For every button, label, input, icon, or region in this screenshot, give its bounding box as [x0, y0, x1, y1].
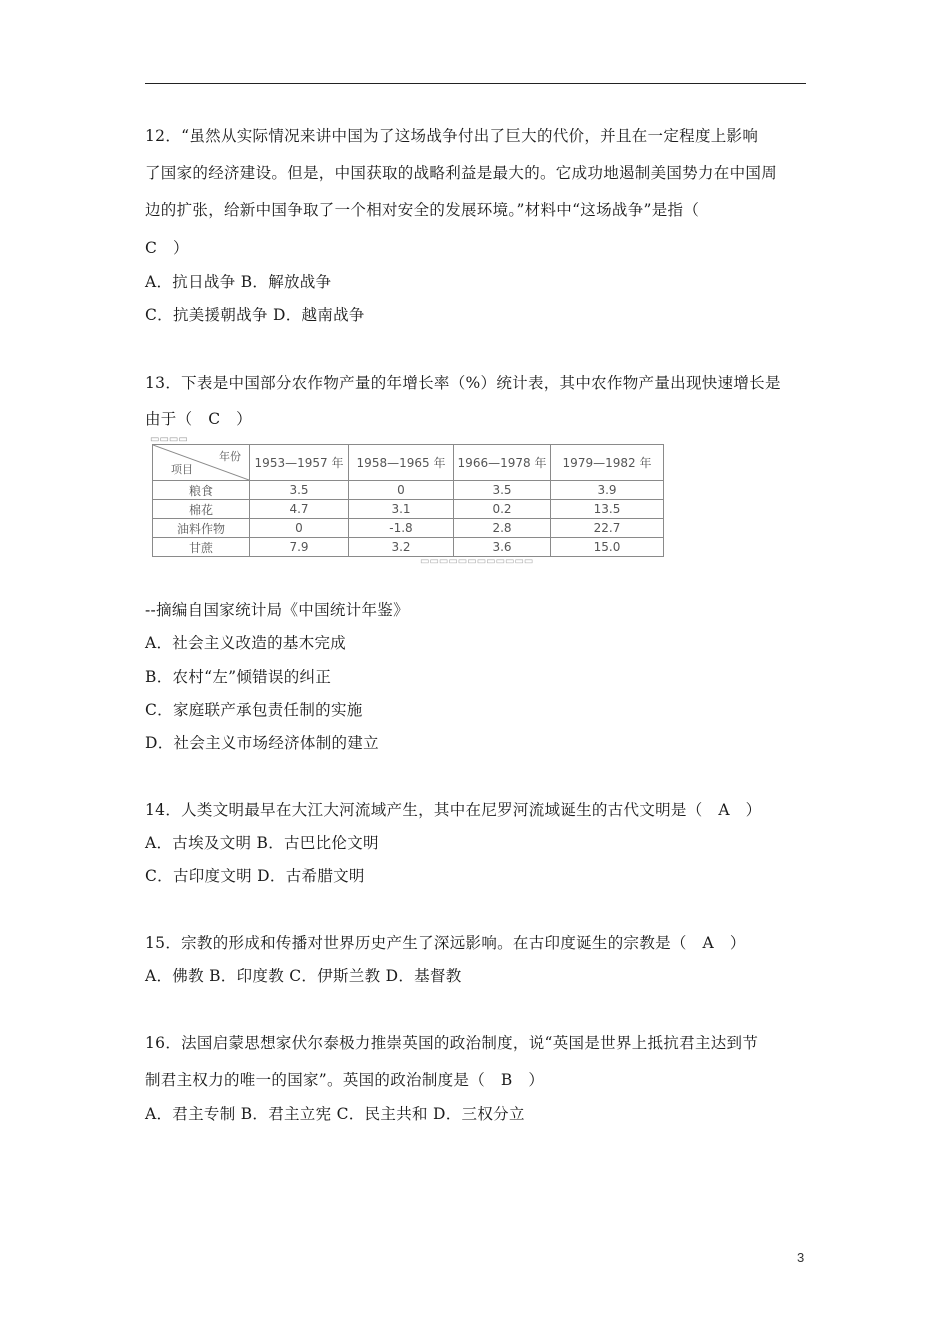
table-cell: 2.8 [454, 519, 551, 538]
table-header-row [153, 445, 664, 481]
table-cell: 3.5 [454, 481, 551, 500]
q12-answer: C ） [145, 239, 189, 257]
table-header-cell: 1979—1982 年 [551, 445, 664, 481]
crop-growth-table-image [150, 436, 680, 564]
q15-line-1: 15．宗教的形成和传播对世界历史产生了深远影响。在古印度诞生的宗教是（ A ） [145, 934, 746, 952]
q16-options: A．君主专制 B．君主立宪 C．民主共和 D．三权分立 [145, 1105, 525, 1123]
table-cropped-top-text: ▭▭▭▭ [150, 436, 188, 444]
table-row-label: 粮食 [153, 481, 250, 500]
header-rule [145, 83, 806, 84]
table-cell: 0.2 [454, 500, 551, 519]
q13-option-d: D．社会主义市场经济体制的建立 [145, 734, 379, 752]
table-cell: 4.7 [250, 500, 349, 519]
table-row [153, 538, 664, 557]
q12-line-1: 12．“虽然从实际情况来讲中国为了这场战争付出了巨大的代价，并且在一定程度上影响 [145, 127, 759, 145]
q16-line-1: 16．法国启蒙思想家伏尔泰极力推崇英国的政治制度，说“英国是世界上抵抗君主达到节 [145, 1034, 759, 1052]
table-cell: 3.2 [349, 538, 454, 557]
page-number: 3 [797, 1250, 805, 1265]
corner-label-year: 年份 [219, 450, 241, 463]
table-header-cell: 1966—1978 年 [454, 445, 551, 481]
table-cell: 13.5 [551, 500, 664, 519]
q12-line-3: 边的扩张，给新中国争取了一个相对安全的发展环境。”材料中“这场战争”是指（ [145, 201, 700, 219]
table-row-label: 油料作物 [153, 519, 250, 538]
q14-line-1: 14．人类文明最早在大江大河流域产生，其中在尼罗河流域诞生的古代文明是（ A ） [145, 801, 762, 819]
table-cell: 3.6 [454, 538, 551, 557]
table-corner-cell [153, 445, 250, 481]
q13-source: --摘编自国家统计局《中国统计年鉴》 [145, 601, 409, 619]
table-cropped-bottom-text: ▭▭▭▭▭▭▭▭▭▭▭▭ [420, 556, 534, 564]
table-header-cell: 1958—1965 年 [349, 445, 454, 481]
table-row [153, 481, 664, 500]
table-header-cell: 1953—1957 年 [250, 445, 349, 481]
q14-options-cd: C．古印度文明 D．古希腊文明 [145, 867, 365, 885]
q12-options-ab: A．抗日战争 B．解放战争 [145, 273, 332, 291]
table-cell: 0 [250, 519, 349, 538]
corner-label-item: 项目 [171, 463, 193, 476]
q16-line-2: 制君主权力的唯一的国家”。英国的政治制度是（ B ） [145, 1071, 545, 1089]
table-cell: -1.8 [349, 519, 454, 538]
q12-line-2: 了国家的经济建设。但是，中国获取的战略利益是最大的。它成功地遏制美国势力在中国周 [145, 164, 778, 182]
q12-options-cd: C．抗美援朝战争 D．越南战争 [145, 306, 365, 324]
q13-option-a: A．社会主义改造的基木完成 [145, 634, 347, 652]
table-cell: 22.7 [551, 519, 664, 538]
q13-option-c: C．家庭联产承包责任制的实施 [145, 701, 363, 719]
table-cell: 3.5 [250, 481, 349, 500]
crop-growth-table [152, 444, 664, 557]
q13-line-1: 13．下表是中国部分农作物产量的年增长率（%）统计表，其中农作物产量出现快速增长是 [145, 374, 781, 392]
q13-option-b: B．农村“左”倾错误的纠正 [145, 668, 332, 686]
table-cell: 7.9 [250, 538, 349, 557]
table-cell: 0 [349, 481, 454, 500]
table-cell: 15.0 [551, 538, 664, 557]
table-row [153, 519, 664, 538]
table-cell: 3.9 [551, 481, 664, 500]
q15-options: A．佛教 B．印度教 C．伊斯兰教 D．基督教 [145, 967, 462, 985]
q14-options-ab: A．古埃及文明 B．古巴比伦文明 [145, 834, 379, 852]
table-row [153, 500, 664, 519]
table-cell: 3.1 [349, 500, 454, 519]
table-row-label: 甘蔗 [153, 538, 250, 557]
table-row-label: 棉花 [153, 500, 250, 519]
q13-line-2: 由于（ C ） [145, 410, 252, 428]
